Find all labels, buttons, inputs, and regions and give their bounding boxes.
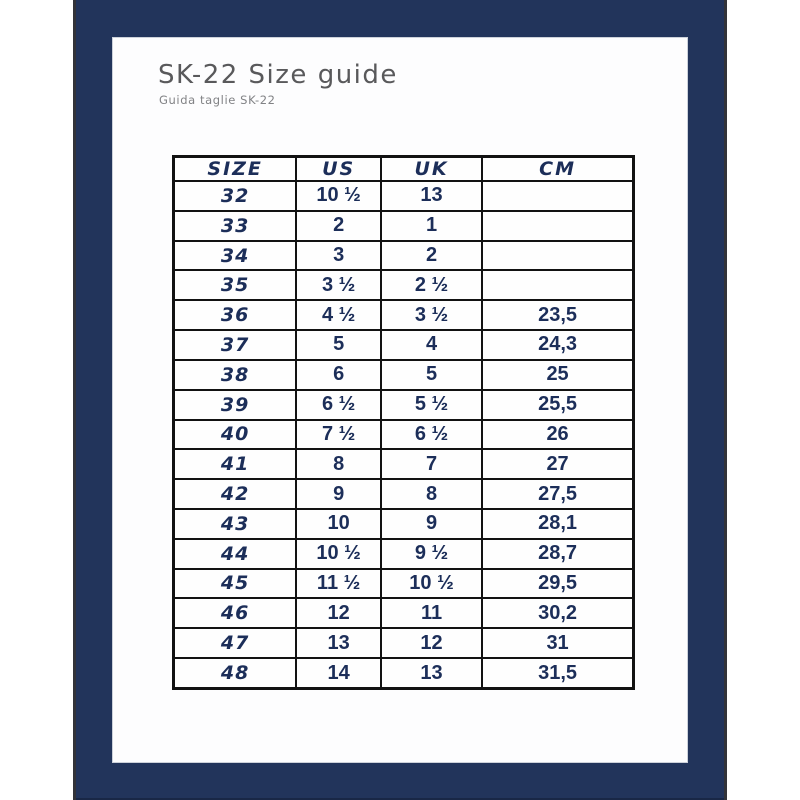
cm-cell: 25 xyxy=(482,360,633,390)
table-row xyxy=(174,569,634,599)
size-cell: 39 xyxy=(174,390,297,420)
cm-cell: 27,5 xyxy=(482,479,633,509)
cm-cell xyxy=(482,211,633,241)
cm-cell xyxy=(482,270,633,300)
table-row xyxy=(174,270,634,300)
uk-cell: 13 xyxy=(381,658,482,689)
uk-cell: 12 xyxy=(381,628,482,658)
size-guide-table-wrapper xyxy=(172,155,635,690)
cm-cell: 26 xyxy=(482,420,633,450)
table-row xyxy=(174,390,634,420)
size-cell: 32 xyxy=(174,181,297,211)
uk-cell: 3 ½ xyxy=(381,300,482,330)
uk-cell: 5 xyxy=(381,360,482,390)
cm-cell xyxy=(482,181,633,211)
table-row xyxy=(174,330,634,360)
us-cell: 5 xyxy=(296,330,381,360)
size-cell: 48 xyxy=(174,658,297,689)
table-row xyxy=(174,658,634,689)
us-cell: 6 xyxy=(296,360,381,390)
us-cell: 4 ½ xyxy=(296,300,381,330)
size-cell: 33 xyxy=(174,211,297,241)
uk-cell: 9 ½ xyxy=(381,539,482,569)
table-row xyxy=(174,479,634,509)
column-header-size: SIZE xyxy=(174,157,297,182)
table-row xyxy=(174,628,634,658)
column-header-uk: UK xyxy=(381,157,482,182)
uk-cell: 6 ½ xyxy=(381,420,482,450)
table-row xyxy=(174,449,634,479)
cm-cell: 29,5 xyxy=(482,569,633,599)
us-cell: 3 xyxy=(296,241,381,271)
cm-cell: 28,1 xyxy=(482,509,633,539)
us-cell: 10 xyxy=(296,509,381,539)
cm-cell xyxy=(482,241,633,271)
uk-cell: 7 xyxy=(381,449,482,479)
uk-cell: 13 xyxy=(381,181,482,211)
table-row xyxy=(174,241,634,271)
size-cell: 42 xyxy=(174,479,297,509)
cm-cell: 23,5 xyxy=(482,300,633,330)
cm-cell: 24,3 xyxy=(482,330,633,360)
size-cell: 45 xyxy=(174,569,297,599)
size-cell: 47 xyxy=(174,628,297,658)
cm-cell: 30,2 xyxy=(482,598,633,628)
us-cell: 2 xyxy=(296,211,381,241)
us-cell: 14 xyxy=(296,658,381,689)
table-row xyxy=(174,181,634,211)
cm-cell: 27 xyxy=(482,449,633,479)
us-cell: 10 ½ xyxy=(296,181,381,211)
uk-cell: 1 xyxy=(381,211,482,241)
size-cell: 37 xyxy=(174,330,297,360)
us-cell: 13 xyxy=(296,628,381,658)
size-guide-table xyxy=(172,155,635,690)
header-row xyxy=(174,157,634,182)
us-cell: 11 ½ xyxy=(296,569,381,599)
size-cell: 41 xyxy=(174,449,297,479)
us-cell: 7 ½ xyxy=(296,420,381,450)
us-cell: 12 xyxy=(296,598,381,628)
size-cell: 36 xyxy=(174,300,297,330)
page-subtitle: Guida taglie SK-22 xyxy=(159,93,276,107)
uk-cell: 4 xyxy=(381,330,482,360)
table-row xyxy=(174,300,634,330)
uk-cell: 8 xyxy=(381,479,482,509)
size-cell: 40 xyxy=(174,420,297,450)
size-cell: 46 xyxy=(174,598,297,628)
us-cell: 8 xyxy=(296,449,381,479)
us-cell: 6 ½ xyxy=(296,390,381,420)
uk-cell: 5 ½ xyxy=(381,390,482,420)
size-cell: 38 xyxy=(174,360,297,390)
size-cell: 44 xyxy=(174,539,297,569)
table-row xyxy=(174,360,634,390)
size-cell: 35 xyxy=(174,270,297,300)
uk-cell: 11 xyxy=(381,598,482,628)
table-row xyxy=(174,598,634,628)
uk-cell: 2 xyxy=(381,241,482,271)
column-header-cm: CM xyxy=(482,157,633,182)
us-cell: 3 ½ xyxy=(296,270,381,300)
size-cell: 43 xyxy=(174,509,297,539)
cm-cell: 31 xyxy=(482,628,633,658)
cm-cell: 28,7 xyxy=(482,539,633,569)
size-table-body xyxy=(174,181,634,689)
table-row xyxy=(174,420,634,450)
cm-cell: 25,5 xyxy=(482,390,633,420)
table-row xyxy=(174,509,634,539)
uk-cell: 9 xyxy=(381,509,482,539)
us-cell: 9 xyxy=(296,479,381,509)
cm-cell: 31,5 xyxy=(482,658,633,689)
uk-cell: 10 ½ xyxy=(381,569,482,599)
size-cell: 34 xyxy=(174,241,297,271)
table-row xyxy=(174,539,634,569)
table-row xyxy=(174,211,634,241)
uk-cell: 2 ½ xyxy=(381,270,482,300)
page-title: SK-22 Size guide xyxy=(158,60,398,90)
column-header-us: US xyxy=(296,157,381,182)
us-cell: 10 ½ xyxy=(296,539,381,569)
